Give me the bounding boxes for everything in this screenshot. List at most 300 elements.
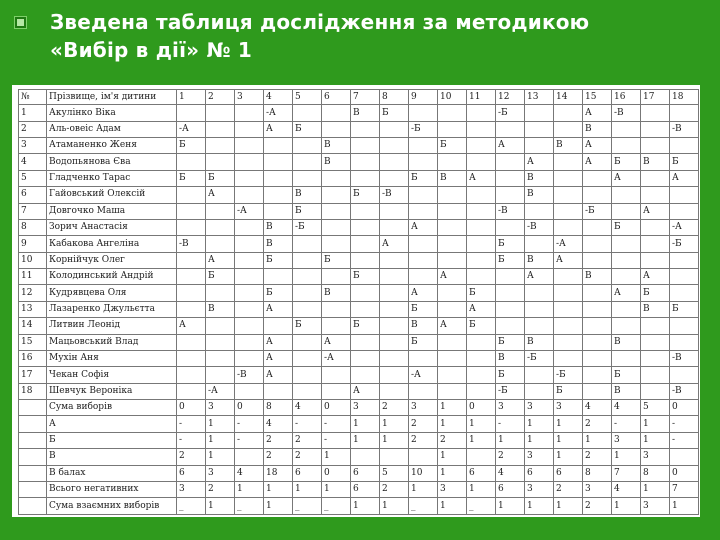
table-cell: Б <box>293 203 322 219</box>
table-cell <box>467 121 496 137</box>
table-row <box>19 252 699 268</box>
table-header-cell: 18 <box>670 90 699 105</box>
table-cell: А <box>554 252 583 268</box>
table-cell <box>612 301 641 317</box>
table-cell: В <box>351 105 380 121</box>
table-cell <box>380 269 409 285</box>
table-cell <box>380 449 409 465</box>
table-cell <box>641 350 670 366</box>
slide-bullet <box>14 16 27 29</box>
table-cell <box>409 252 438 268</box>
table-cell: - <box>670 432 699 448</box>
child-name-cell: Зорич Анастасія <box>47 219 177 235</box>
table-cell: Б <box>380 105 409 121</box>
table-header-cell: 9 <box>409 90 438 105</box>
table-cell: 3 <box>351 400 380 416</box>
table-cell: Б <box>264 285 293 301</box>
table-cell: 1 <box>670 498 699 515</box>
table-cell <box>19 416 47 432</box>
table-cell <box>322 383 351 399</box>
table-cell: 1 <box>438 449 467 465</box>
table-cell: 1 <box>438 416 467 432</box>
table-cell: 11 <box>19 269 47 285</box>
table-cell <box>641 367 670 383</box>
table-cell <box>235 285 264 301</box>
table-cell <box>583 219 612 235</box>
table-cell: 10 <box>19 252 47 268</box>
child-name-cell: Гладченко Тарас <box>47 170 177 186</box>
table-cell: 13 <box>19 301 47 317</box>
table-header-cell: 6 <box>322 90 351 105</box>
child-name-cell: Довгочко Маша <box>47 203 177 219</box>
table-cell <box>554 350 583 366</box>
table-cell <box>409 236 438 252</box>
table-cell <box>235 154 264 170</box>
table-cell: Б <box>612 367 641 383</box>
table-cell <box>641 121 670 137</box>
table-cell <box>235 105 264 121</box>
table-cell: В <box>264 236 293 252</box>
table-cell: 1 <box>380 416 409 432</box>
table-cell <box>235 301 264 317</box>
table-row <box>19 416 699 432</box>
table-cell <box>467 367 496 383</box>
table-cell: А <box>409 219 438 235</box>
table-cell <box>670 105 699 121</box>
table-cell <box>293 350 322 366</box>
table-cell <box>670 138 699 154</box>
table-cell: 1 <box>264 481 293 497</box>
table-cell <box>583 252 612 268</box>
table-cell: -А <box>235 203 264 219</box>
table-cell: 2 <box>496 449 525 465</box>
table-cell <box>496 121 525 137</box>
table-cell: 5 <box>19 170 47 186</box>
table-cell <box>409 203 438 219</box>
table-cell: 1 <box>206 416 235 432</box>
slide-title-line-1: Зведена таблиця дослідження за методикою <box>50 10 590 34</box>
table-cell: 2 <box>206 481 235 497</box>
table-cell <box>19 400 47 416</box>
table-cell: -Б <box>525 350 554 366</box>
table-cell <box>467 154 496 170</box>
table-cell: Б <box>467 285 496 301</box>
table-cell: А <box>322 334 351 350</box>
table-cell: - <box>670 416 699 432</box>
table-cell <box>467 219 496 235</box>
table-cell: 4 <box>19 154 47 170</box>
table-cell <box>293 334 322 350</box>
table-cell <box>467 187 496 203</box>
scanned-table-image <box>12 85 700 517</box>
table-cell: 3 <box>583 481 612 497</box>
table-cell: 3 <box>525 481 554 497</box>
table-cell <box>380 203 409 219</box>
table-header-row <box>19 90 699 105</box>
table-cell <box>177 219 206 235</box>
table-cell: Б <box>293 121 322 137</box>
table-cell: А <box>264 334 293 350</box>
table-cell <box>380 334 409 350</box>
table-cell: Б <box>206 269 235 285</box>
table-cell: Б <box>496 252 525 268</box>
table-cell <box>235 121 264 137</box>
table-cell <box>641 105 670 121</box>
table-cell: Б <box>612 219 641 235</box>
table-row <box>19 219 699 235</box>
table-cell: - <box>235 432 264 448</box>
table-header-cell: 13 <box>525 90 554 105</box>
table-cell: 2 <box>293 432 322 448</box>
table-cell <box>641 318 670 334</box>
table-cell: 8 <box>641 465 670 481</box>
table-cell: А <box>177 318 206 334</box>
table-cell <box>467 383 496 399</box>
table-cell: В <box>409 318 438 334</box>
table-cell <box>19 432 47 448</box>
table-cell <box>496 285 525 301</box>
table-cell <box>206 318 235 334</box>
table-cell: 1 <box>351 432 380 448</box>
table-cell: 0 <box>670 465 699 481</box>
table-cell <box>496 187 525 203</box>
child-name-cell: Шевчук Вероніка <box>47 383 177 399</box>
table-cell: В <box>612 383 641 399</box>
table-cell: 2 <box>380 481 409 497</box>
table-cell <box>554 301 583 317</box>
table-cell <box>467 269 496 285</box>
child-name-cell: Водопьянова Єва <box>47 154 177 170</box>
table-cell: В <box>496 350 525 366</box>
table-cell <box>409 105 438 121</box>
child-name-cell: Корнійчук Олег <box>47 252 177 268</box>
table-cell <box>641 219 670 235</box>
table-cell <box>206 236 235 252</box>
table-cell <box>351 170 380 186</box>
table-cell: -А <box>206 383 235 399</box>
table-cell <box>322 269 351 285</box>
table-row <box>19 170 699 186</box>
table-cell <box>322 203 351 219</box>
table-cell <box>177 334 206 350</box>
table-cell: 1 <box>438 400 467 416</box>
table-cell: 18 <box>264 465 293 481</box>
table-cell <box>438 236 467 252</box>
table-cell <box>409 138 438 154</box>
table-cell <box>380 350 409 366</box>
table-cell <box>409 383 438 399</box>
table-cell: 4 <box>612 481 641 497</box>
table-cell <box>496 301 525 317</box>
table-cell <box>19 498 47 515</box>
table-cell: 1 <box>409 481 438 497</box>
table-cell <box>206 203 235 219</box>
table-cell <box>293 383 322 399</box>
table-cell: 1 <box>438 465 467 481</box>
table-cell <box>583 334 612 350</box>
table-cell: А <box>438 269 467 285</box>
table-cell: 1 <box>525 416 554 432</box>
table-cell <box>177 252 206 268</box>
table-cell <box>525 138 554 154</box>
table-cell <box>293 301 322 317</box>
table-cell: Б <box>496 334 525 350</box>
table-cell <box>235 269 264 285</box>
table-cell: 5 <box>380 465 409 481</box>
table-cell: - <box>177 432 206 448</box>
table-cell <box>612 203 641 219</box>
table-cell <box>438 219 467 235</box>
child-name-cell: А <box>47 416 177 432</box>
table-cell: -В <box>670 350 699 366</box>
table-cell: 6 <box>293 465 322 481</box>
table-cell: Б <box>409 170 438 186</box>
table-cell <box>467 236 496 252</box>
table-cell: 1 <box>554 416 583 432</box>
table-cell: 1 <box>351 416 380 432</box>
table-cell: В <box>641 301 670 317</box>
table-cell: 0 <box>235 400 264 416</box>
table-cell: А <box>583 154 612 170</box>
table-header-cell: 7 <box>351 90 380 105</box>
child-name-cell: Лазаренко Джульєтта <box>47 301 177 317</box>
table-cell <box>554 154 583 170</box>
table-cell <box>206 121 235 137</box>
child-name-cell: Колодинський Андрій <box>47 269 177 285</box>
table-cell <box>177 350 206 366</box>
table-cell: -Б <box>496 105 525 121</box>
table-cell <box>438 383 467 399</box>
table-cell: -В <box>235 367 264 383</box>
table-cell <box>583 383 612 399</box>
table-cell <box>554 334 583 350</box>
table-header-cell: 11 <box>467 90 496 105</box>
table-cell: 18 <box>19 383 47 399</box>
table-cell: 3 <box>641 449 670 465</box>
table-cell <box>351 367 380 383</box>
table-cell <box>351 252 380 268</box>
table-cell: 2 <box>554 481 583 497</box>
table-cell <box>235 350 264 366</box>
table-cell: А <box>351 383 380 399</box>
table-cell: -А <box>177 121 206 137</box>
table-cell: 1 <box>206 498 235 515</box>
table-cell: Б <box>641 285 670 301</box>
table-cell: 1 <box>467 416 496 432</box>
table-cell: 1 <box>496 498 525 515</box>
table-cell: А <box>264 121 293 137</box>
table-cell <box>525 105 554 121</box>
table-cell <box>554 203 583 219</box>
table-cell <box>525 285 554 301</box>
table-cell: 1 <box>554 449 583 465</box>
table-cell: 2 <box>264 432 293 448</box>
table-cell <box>641 170 670 186</box>
table-cell: 0 <box>177 400 206 416</box>
table-cell: 8 <box>264 400 293 416</box>
table-cell <box>670 318 699 334</box>
table-cell: Б <box>264 252 293 268</box>
table-cell <box>322 236 351 252</box>
table-cell: А <box>612 285 641 301</box>
table-row <box>19 285 699 301</box>
table-cell <box>438 187 467 203</box>
table-cell <box>409 187 438 203</box>
table-cell: -В <box>380 187 409 203</box>
child-name-cell: Литвин Леонід <box>47 318 177 334</box>
table-cell: 1 <box>19 105 47 121</box>
table-cell: Б <box>438 138 467 154</box>
table-cell: - <box>177 416 206 432</box>
table-cell: 2 <box>409 432 438 448</box>
table-cell: 1 <box>380 498 409 515</box>
table-cell <box>467 203 496 219</box>
table-cell: 2 <box>19 121 47 137</box>
table-cell: Б <box>351 318 380 334</box>
table-cell: А <box>525 154 554 170</box>
table-cell: 7 <box>612 465 641 481</box>
table-cell: В <box>612 334 641 350</box>
table-cell <box>293 367 322 383</box>
table-cell <box>380 219 409 235</box>
table-cell <box>438 154 467 170</box>
table-cell: 1 <box>525 432 554 448</box>
table-cell: 3 <box>177 481 206 497</box>
table-row <box>19 121 699 137</box>
table-cell: -Б <box>496 383 525 399</box>
table-cell <box>351 236 380 252</box>
table-row <box>19 465 699 481</box>
table-cell <box>177 383 206 399</box>
table-row <box>19 481 699 497</box>
table-header-cell: 1 <box>177 90 206 105</box>
table-cell <box>177 269 206 285</box>
table-cell <box>19 465 47 481</box>
table-cell <box>206 334 235 350</box>
table-cell <box>670 367 699 383</box>
table-cell: В <box>583 121 612 137</box>
table-cell: 1 <box>206 449 235 465</box>
table-cell <box>525 203 554 219</box>
table-header-cell: 17 <box>641 90 670 105</box>
table-cell: 6 <box>554 465 583 481</box>
child-name-cell: Кудрявцева Оля <box>47 285 177 301</box>
table-cell <box>612 252 641 268</box>
table-cell <box>409 350 438 366</box>
table-cell: В <box>322 154 351 170</box>
table-cell <box>264 187 293 203</box>
table-cell <box>235 252 264 268</box>
table-cell: 0 <box>322 465 351 481</box>
table-cell: А <box>583 105 612 121</box>
table-header-cell: 2 <box>206 90 235 105</box>
table-cell <box>351 449 380 465</box>
table-cell <box>177 203 206 219</box>
table-cell <box>235 187 264 203</box>
table-cell: 3 <box>19 138 47 154</box>
table-cell: 9 <box>19 236 47 252</box>
table-cell <box>438 121 467 137</box>
table-cell: 1 <box>467 432 496 448</box>
table-cell: В <box>264 219 293 235</box>
table-cell: -Б <box>554 367 583 383</box>
table-cell <box>264 318 293 334</box>
table-cell <box>438 350 467 366</box>
table-cell <box>496 170 525 186</box>
table-cell: 6 <box>351 481 380 497</box>
table-cell: В <box>525 334 554 350</box>
table-cell: Б <box>670 301 699 317</box>
table-cell: _ <box>235 498 264 515</box>
table-cell <box>612 269 641 285</box>
table-cell: 8 <box>19 219 47 235</box>
table-cell: Б <box>351 269 380 285</box>
table-cell <box>351 350 380 366</box>
table-cell: А <box>612 170 641 186</box>
table-cell: А <box>496 138 525 154</box>
table-cell: Б <box>351 187 380 203</box>
table-cell: 2 <box>409 416 438 432</box>
table-cell: 6 <box>496 481 525 497</box>
table-header-cell: 8 <box>380 90 409 105</box>
table-cell: -В <box>670 383 699 399</box>
table-cell <box>612 350 641 366</box>
table-cell <box>554 121 583 137</box>
table-cell: _ <box>293 498 322 515</box>
table-cell <box>612 236 641 252</box>
table-cell <box>380 383 409 399</box>
table-cell <box>206 105 235 121</box>
table-cell: 1 <box>641 481 670 497</box>
table-cell: 1 <box>554 498 583 515</box>
table-cell <box>235 236 264 252</box>
table-cell <box>177 187 206 203</box>
table-cell: -Б <box>583 203 612 219</box>
table-row <box>19 350 699 366</box>
table-cell: -В <box>496 203 525 219</box>
table-cell: А <box>583 138 612 154</box>
child-name-cell: Сума взаємних виборів <box>47 498 177 515</box>
table-cell <box>235 138 264 154</box>
table-cell: -В <box>670 121 699 137</box>
table-cell: В <box>438 170 467 186</box>
table-cell: 15 <box>19 334 47 350</box>
table-cell: 2 <box>438 432 467 448</box>
table-cell: Б <box>206 170 235 186</box>
table-row <box>19 400 699 416</box>
table-cell: 3 <box>612 432 641 448</box>
table-cell <box>438 301 467 317</box>
table-cell <box>19 449 47 465</box>
table-cell <box>612 138 641 154</box>
table-cell: Б <box>496 236 525 252</box>
table-cell: -Б <box>409 121 438 137</box>
table-cell <box>19 481 47 497</box>
child-name-cell: В балах <box>47 465 177 481</box>
table-header-cell: 3 <box>235 90 264 105</box>
table-cell: 1 <box>641 432 670 448</box>
table-cell: 4 <box>235 465 264 481</box>
table-cell: 1 <box>612 449 641 465</box>
table-cell: _ <box>467 498 496 515</box>
table-cell: Б <box>322 252 351 268</box>
table-header-cell: № <box>19 90 47 105</box>
child-name-cell: Всього негативних <box>47 481 177 497</box>
table-cell <box>293 105 322 121</box>
table-cell <box>467 350 496 366</box>
table-row <box>19 301 699 317</box>
table-cell: Б <box>612 154 641 170</box>
